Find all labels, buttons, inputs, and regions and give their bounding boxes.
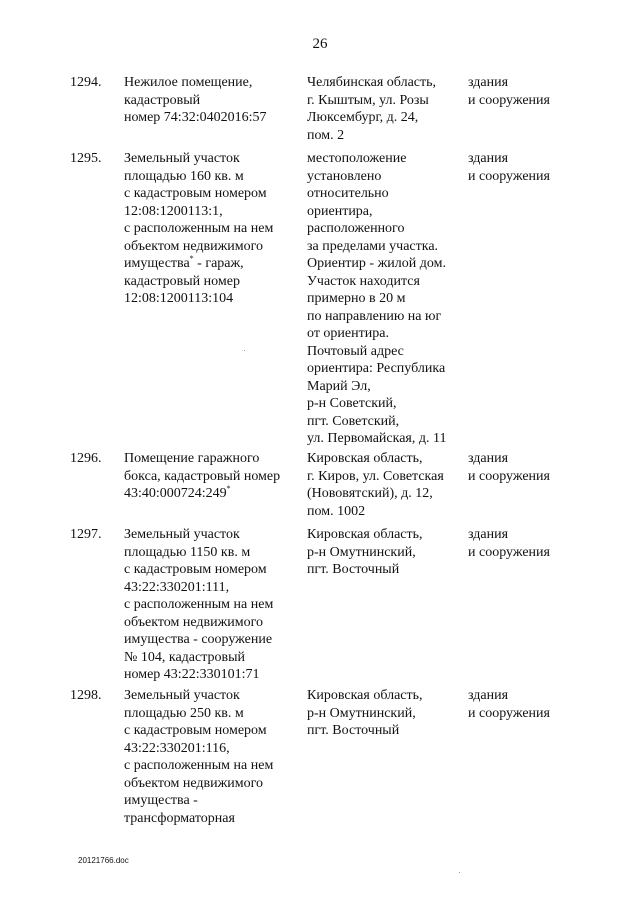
desc-line: с кадастровым номером	[124, 186, 267, 201]
addr-line: Марий Эл,	[307, 378, 371, 394]
addr-line: г. Кыштым, ул. Розы	[307, 92, 429, 108]
addr-line: Челябинская область,	[307, 75, 436, 90]
footnote-mark: *	[189, 254, 194, 263]
desc-line: трансформаторная	[124, 810, 235, 826]
entry-number: 1296.	[70, 451, 102, 466]
entry-number: 1295.	[70, 151, 102, 166]
desc-line: Помещение гаражного	[124, 451, 260, 466]
entry-address	[307, 526, 465, 579]
entry-address	[307, 687, 465, 740]
desc-line: 12:08:1200113:104	[124, 291, 234, 306]
addr-line: ориентира: Республика	[307, 361, 446, 376]
entry-number: 1298.	[70, 688, 102, 703]
file-name-footer: 20121766.doc	[78, 856, 129, 865]
desc-line: Земельный участок	[124, 151, 240, 166]
desc-line: 43:22:330201:116,	[124, 740, 230, 756]
entry-address	[307, 150, 465, 448]
desc-line: номер 74:32:0402016:57	[124, 110, 267, 125]
addr-line: Почтовый адрес	[307, 343, 404, 359]
entry-category	[468, 74, 578, 109]
addr-line: Кировская область,	[307, 688, 423, 703]
addr-line: р-н Омутнинский,	[307, 705, 416, 721]
entry-category	[468, 150, 578, 185]
addr-line: от ориентира.	[307, 326, 389, 341]
page-number: 26	[312, 36, 328, 52]
cat-line: здания	[468, 527, 509, 542]
desc-line: Земельный участок	[124, 527, 240, 542]
addr-line: Кировская область,	[307, 451, 423, 466]
entry-description	[124, 687, 302, 827]
addr-line: пгт. Восточный	[307, 723, 400, 738]
entry-description	[124, 526, 302, 684]
addr-line: относительно	[307, 186, 389, 201]
desc-line	[124, 255, 302, 273]
desc-line: бокса, кадастровый номер	[124, 468, 281, 484]
addr-line: р-н Омутнинский,	[307, 544, 416, 560]
desc-line: площадью 250 кв. м	[124, 705, 244, 721]
scan-speck	[459, 872, 460, 873]
desc-line	[124, 485, 302, 503]
entry-category	[468, 450, 578, 485]
desc-line: с кадастровым номером	[124, 723, 267, 738]
addr-line: за пределами участка.	[307, 238, 439, 254]
entry-number: 1297.	[70, 527, 102, 542]
addr-line: ориентира,	[307, 203, 373, 219]
desc-line: площадью 1150 кв. м	[124, 544, 251, 560]
addr-line: Люксембург, д. 24,	[307, 110, 419, 125]
desc-line: с расположенным на нем	[124, 221, 274, 236]
addr-line: по направлению на юг	[307, 308, 442, 324]
desc-line: объектом недвижимого	[124, 238, 264, 254]
addr-line: Кировская область,	[307, 527, 423, 542]
scan-speck	[244, 350, 245, 351]
addr-line: Участок находится	[307, 273, 420, 289]
desc-fragment: 43:40:000724:249	[124, 486, 227, 501]
addr-line: расположенного	[307, 221, 405, 236]
entry-category	[468, 526, 578, 561]
addr-line: пгт. Советский,	[307, 413, 400, 429]
cat-line: и сооружения	[468, 92, 550, 108]
addr-line: местоположение	[307, 151, 407, 166]
desc-fragment: имущества	[124, 256, 190, 271]
addr-line: (Нововятский), д. 12,	[307, 486, 433, 501]
desc-line: Земельный участок	[124, 688, 240, 703]
entry-number: 1294.	[70, 75, 102, 90]
desc-line: имущества - сооружение	[124, 632, 273, 647]
desc-line: площадью 160 кв. м	[124, 168, 244, 184]
addr-line: пгт. Восточный	[307, 562, 400, 577]
entry-description	[124, 450, 302, 503]
desc-line: с расположенным на нем	[124, 597, 274, 612]
desc-line: 12:08:1200113:1,	[124, 203, 223, 219]
cat-line: и сооружения	[468, 544, 550, 560]
addr-line: ул. Первомайская, д. 11	[307, 431, 447, 446]
cat-line: здания	[468, 75, 509, 90]
desc-line: объектом недвижимого	[124, 775, 264, 791]
cat-line: и сооружения	[468, 168, 550, 184]
desc-line: № 104, кадастровый	[124, 649, 246, 665]
cat-line: здания	[468, 688, 509, 703]
addr-line: г. Киров, ул. Советская	[307, 468, 444, 484]
desc-line: с расположенным на нем	[124, 758, 274, 773]
entry-category	[468, 687, 578, 722]
addr-line: Ориентир - жилой дом.	[307, 256, 446, 271]
desc-line: кадастровый	[124, 92, 201, 108]
entry-address	[307, 450, 465, 520]
entry-description	[124, 150, 302, 308]
cat-line: здания	[468, 151, 509, 166]
footnote-mark: *	[226, 484, 231, 493]
addr-line: установлено	[307, 168, 382, 184]
desc-line: номер 43:22:330101:71	[124, 667, 260, 682]
desc-line: Нежилое помещение,	[124, 75, 253, 90]
entry-address	[307, 74, 465, 144]
addr-line: пом. 1002	[307, 503, 366, 519]
entry-description	[124, 74, 302, 127]
desc-line: объектом недвижимого	[124, 614, 264, 630]
desc-line: 43:22:330201:111,	[124, 579, 230, 595]
addr-line: р-н Советский,	[307, 396, 397, 411]
cat-line: и сооружения	[468, 468, 550, 484]
desc-line: имущества -	[124, 793, 198, 808]
desc-line: кадастровый номер	[124, 273, 240, 289]
desc-line: с кадастровым номером	[124, 562, 267, 577]
cat-line: здания	[468, 451, 509, 466]
desc-fragment: - гараж,	[193, 256, 244, 271]
cat-line: и сооружения	[468, 705, 550, 721]
addr-line: пом. 2	[307, 127, 345, 143]
addr-line: примерно в 20 м	[307, 291, 406, 306]
